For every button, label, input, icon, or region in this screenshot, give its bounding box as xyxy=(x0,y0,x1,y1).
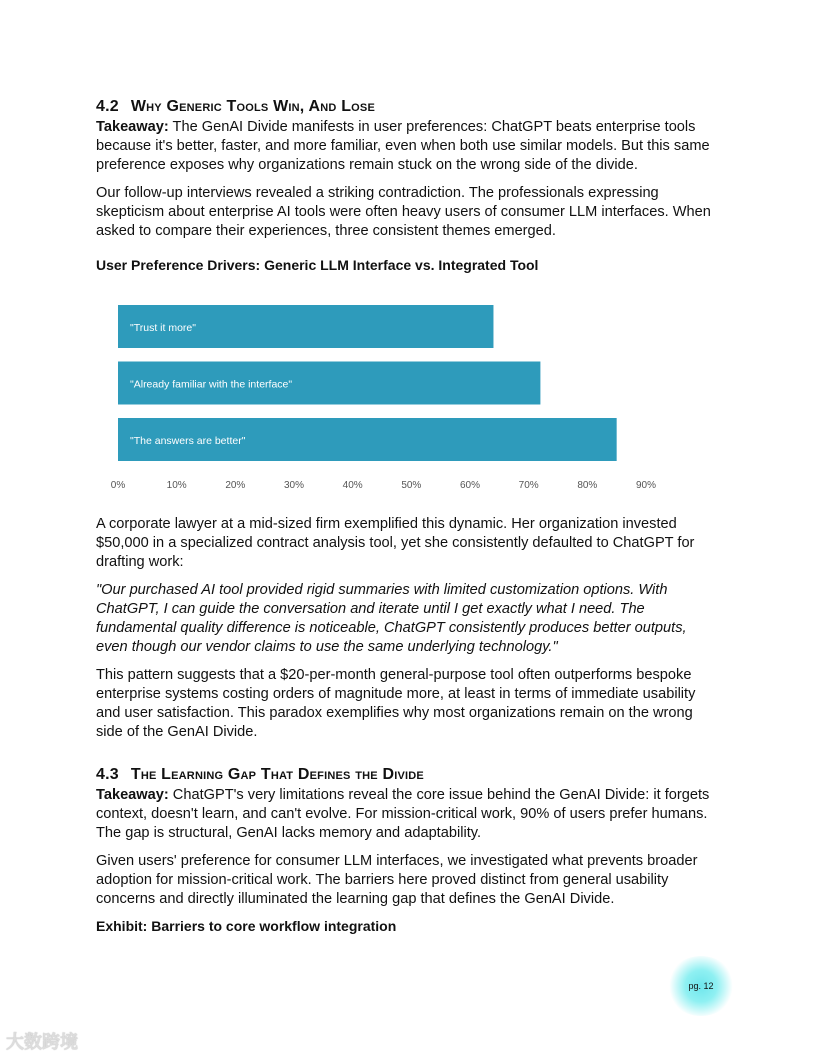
x-tick-label: 40% xyxy=(342,480,363,491)
chart-title: User Preference Drivers: Generic LLM Interface vs. Integrated Tool xyxy=(96,257,539,273)
paragraph: Our follow-up interviews revealed a striking contradiction. The professionals expressing skepticism about enterprise AI tools were often heavy users of consumer LLM interfaces. When asked to compare their experiences, three consistent themes emerged. xyxy=(96,185,711,239)
section-heading-4-2: 4.2 Why Generic Tools Win, And Lose xyxy=(96,98,376,115)
bar-label: "Already familiar with the interface" xyxy=(130,378,293,391)
lawyer-quote: "Our purchased AI tool provided rigid summaries with limited customization options. With ChatGPT, I can guide the conversation and iterate until I get exactly what I need. The fundamental quality difference is noticeable, ChatGPT consistently produces better outputs, even though our vendor claims to use the same underlying technology." xyxy=(96,582,687,655)
x-tick-label: 70% xyxy=(518,480,539,491)
x-tick-label: 50% xyxy=(401,480,422,491)
takeaway-4-2: Takeaway: The GenAI Divide manifests in user preferences: ChatGPT beats enterprise tools because it's better, faster, and more familiar, even when both use similar models. But this same preference exposes why organizations remain stuck on the wrong side of the divide. xyxy=(96,119,710,173)
x-tick-label: 20% xyxy=(225,480,246,491)
page-content xyxy=(96,96,720,934)
x-tick-label: 80% xyxy=(577,480,598,491)
x-tick-label: 10% xyxy=(166,480,187,491)
paragraph: A corporate lawyer at a mid-sized firm exemplified this dynamic. Her organization invested $50,000 in a specialized contract analysis tool, yet she consistently defaulted to ChatGPT for drafting work: xyxy=(96,516,695,570)
bar-label: "The answers are better" xyxy=(130,435,246,447)
x-tick-label: 30% xyxy=(283,480,305,491)
watermark-logo: 大数跨境 xyxy=(6,1032,78,1052)
takeaway-4-3: Takeaway: ChatGPT's very limitations reveal the core issue behind the GenAI Divide: it forgets context, doesn't learn, and can't evolve. For mission-critical work, 90% of users prefer humans. The gap is structural, GenAI lacks memory and adaptability. xyxy=(96,787,710,841)
x-tick-label: 90% xyxy=(635,480,657,491)
exhibit-title: Exhibit: Barriers to core workflow integration xyxy=(96,918,397,934)
preference-bar-chart xyxy=(90,297,660,497)
bar-label: "Trust it more" xyxy=(130,322,196,334)
page-number: pg. 12 xyxy=(667,956,735,1016)
x-tick-label: 60% xyxy=(459,480,481,491)
x-tick-label: 0% xyxy=(110,480,126,491)
paragraph: Given users' preference for consumer LLM interfaces, we investigated what prevents broader adoption for mission-critical work. The barriers here proved distinct from general usability concerns and directly illuminated the learning gap that defines the GenAI Divide. xyxy=(96,853,698,907)
paragraph: This pattern suggests that a $20-per-month general-purpose tool often outperforms bespoke enterprise systems costing orders of magnitude more, at least in terms of immediate usability and user satisfaction. This paradox exemplifies why most organizations remain on the wrong side of the GenAI Divide. xyxy=(96,667,696,740)
section-heading-4-3: 4.3 The Learning Gap That Defines the Divide xyxy=(96,766,424,783)
